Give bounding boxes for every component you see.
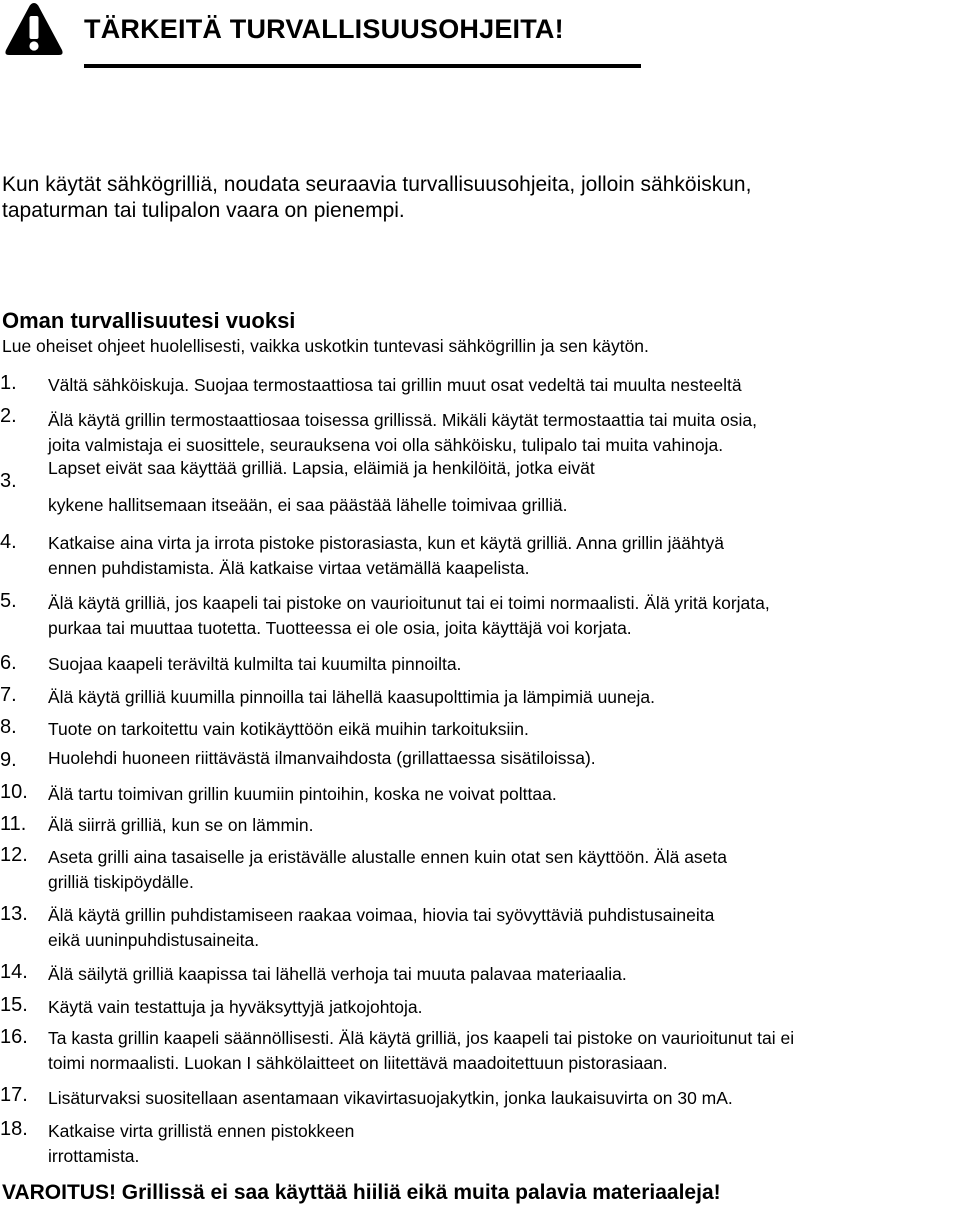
- list-number: 9.: [0, 749, 17, 771]
- list-item-line: irrottamista.: [48, 1146, 140, 1166]
- list-number: 12.: [0, 844, 28, 866]
- section-lead: Lue oheiset ohjeet huolellisesti, vaikka uskotkin tuntevasi sähkögrillin ja sen käytön.: [2, 336, 649, 356]
- list-item: [48, 1086, 960, 1111]
- list-number: 6.: [0, 652, 17, 674]
- list-item-line: ennen puhdistamista. Älä katkaise virtaa vetämällä kaapelista.: [48, 558, 530, 578]
- list-item-line: grilliä tiskipöydälle.: [48, 872, 194, 892]
- intro-line: Kun käytät sähkögrilliä, noudata seuraavia turvallisuusohjeita, jolloin sähköiskun,: [2, 173, 752, 196]
- list-number: 18.: [0, 1118, 28, 1140]
- list-item: [48, 845, 960, 895]
- list-number: 7.: [0, 684, 17, 706]
- list-item-line: eikä uuninpuhdistusaineita.: [48, 930, 260, 950]
- list-item-line: Lapset eivät saa käyttää grilliä. Lapsia, eläimiä ja henkilöitä, jotka eivät: [48, 458, 595, 478]
- list-item-line: kykene hallitsemaan itseään, ei saa päästää lähelle toimivaa grilliä.: [48, 495, 568, 515]
- list-item: [48, 1119, 960, 1169]
- list-number: 15.: [0, 994, 28, 1016]
- list-number: 3.: [0, 470, 17, 492]
- list-number: 5.: [0, 590, 17, 612]
- list-item: [48, 782, 960, 807]
- list-item-line: Käytä vain testattuja ja hyväksyttyjä jatkojohtoja.: [48, 997, 423, 1017]
- list-item: [48, 408, 960, 458]
- list-number: 13.: [0, 903, 28, 925]
- list-number: 2.: [0, 405, 17, 427]
- list-item-line: purkaa tai muuttaa tuotetta. Tuotteessa ei ole osia, joita käyttäjä voi korjata.: [48, 618, 632, 638]
- list-item: [48, 903, 960, 953]
- list-item-line: Älä käytä grilliä, jos kaapeli tai pistoke on vaurioitunut tai ei toimi normaalisti. Älä yritä korjata,: [48, 593, 770, 613]
- list-number: 8.: [0, 716, 17, 738]
- list-item-line: Ta kasta grillin kaapeli säännöllisesti. Älä käytä grilliä, jos kaapeli tai pistoke on vaurioitunut tai ei: [48, 1028, 795, 1048]
- section-title: Oman turvallisuutesi vuoksi: [2, 308, 296, 333]
- intro-paragraph: [2, 172, 952, 224]
- list-item: [48, 591, 960, 641]
- list-item-line: Katkaise aina virta ja irrota pistoke pistorasiasta, kun et käytä grilliä. Anna grillin jäähtyä: [48, 533, 725, 553]
- list-number: 10.: [0, 781, 28, 803]
- list-item: [48, 531, 960, 581]
- list-number: 4.: [0, 531, 17, 553]
- list-number: 14.: [0, 961, 28, 983]
- intro-line: tapaturman tai tulipalon vaara on pienempi.: [2, 199, 405, 222]
- list-item-line: Älä säilytä grilliä kaapissa tai lähellä verhoja tai muuta palavaa materiaalia.: [48, 964, 627, 984]
- warning-triangle-icon: [4, 0, 64, 58]
- page-title: TÄRKEITÄ TURVALLISUUSOHJEITA!: [84, 14, 564, 44]
- list-item-line: Älä siirrä grilliä, kun se on lämmin.: [48, 815, 314, 835]
- list-item: [48, 373, 960, 398]
- list-item-line: Tuote on tarkoitettu vain kotikäyttöön eikä muihin tarkoituksiin.: [48, 719, 529, 739]
- list-item-line: toimi normaalisti. Luokan I sähkölaitteet on liitettävä maadoitettuun pistorasiaan.: [48, 1053, 668, 1073]
- list-item: [48, 652, 960, 677]
- list-item-line: Älä käytä grillin puhdistamiseen raakaa voimaa, hiovia tai syövyttäviä puhdistusaineita: [48, 905, 715, 925]
- list-item-line: Vältä sähköiskuja. Suojaa termostaattiosa tai grillin muut osat vedeltä tai muulta nesteeltä: [48, 375, 742, 395]
- list-item: [48, 995, 960, 1020]
- list-item-line: Katkaise virta grillistä ennen pistokkeen: [48, 1121, 355, 1141]
- list-number: 11.: [0, 813, 27, 835]
- title-underline: [84, 64, 641, 68]
- list-item-line: Suojaa kaapeli teräviltä kulmilta tai kuumilta pinnoilta.: [48, 654, 462, 674]
- list-item-line: Huolehdi huoneen riittävästä ilmanvaihdosta (grillattaessa sisätiloissa).: [48, 748, 596, 768]
- list-item: [48, 456, 960, 518]
- list-item-line: Älä tartu toimivan grillin kuumiin pintoihin, koska ne voivat polttaa.: [48, 784, 557, 804]
- list-item-line: Aseta grilli aina tasaiselle ja eristävälle alustalle ennen kuin otat sen käyttöön. Älä aseta: [48, 847, 728, 867]
- list-item-line: Älä käytä grillin termostaattiosaa toisessa grillissä. Mikäli käytät termostaattia tai muita osia,: [48, 410, 758, 430]
- list-item: [48, 717, 960, 742]
- list-item-line: Lisäturvaksi suositellaan asentamaan vikavirtasuojakytkin, jonka laukaisuvirta on 30 mA.: [48, 1088, 733, 1108]
- list-item-line: Älä käytä grilliä kuumilla pinnoilla tai lähellä kaasupolttimia ja lämpimiä uuneja.: [48, 687, 655, 707]
- list-item: [48, 962, 960, 987]
- list-item-line: joita valmistaja ei suosittele, seurauksena voi olla sähköisku, tulipalo tai muita vahinoja.: [48, 435, 724, 455]
- list-item: [48, 813, 960, 838]
- list-number: 1.: [0, 372, 17, 394]
- list-number: 16.: [0, 1026, 28, 1048]
- list-number: 17.: [0, 1084, 28, 1106]
- list-item: [48, 1026, 960, 1076]
- list-item: [48, 685, 960, 710]
- list-item: [48, 746, 960, 771]
- fuel-warning: VAROITUS! Grillissä ei saa käyttää hiiliä eikä muita palavia materiaaleja!: [2, 1181, 721, 1204]
